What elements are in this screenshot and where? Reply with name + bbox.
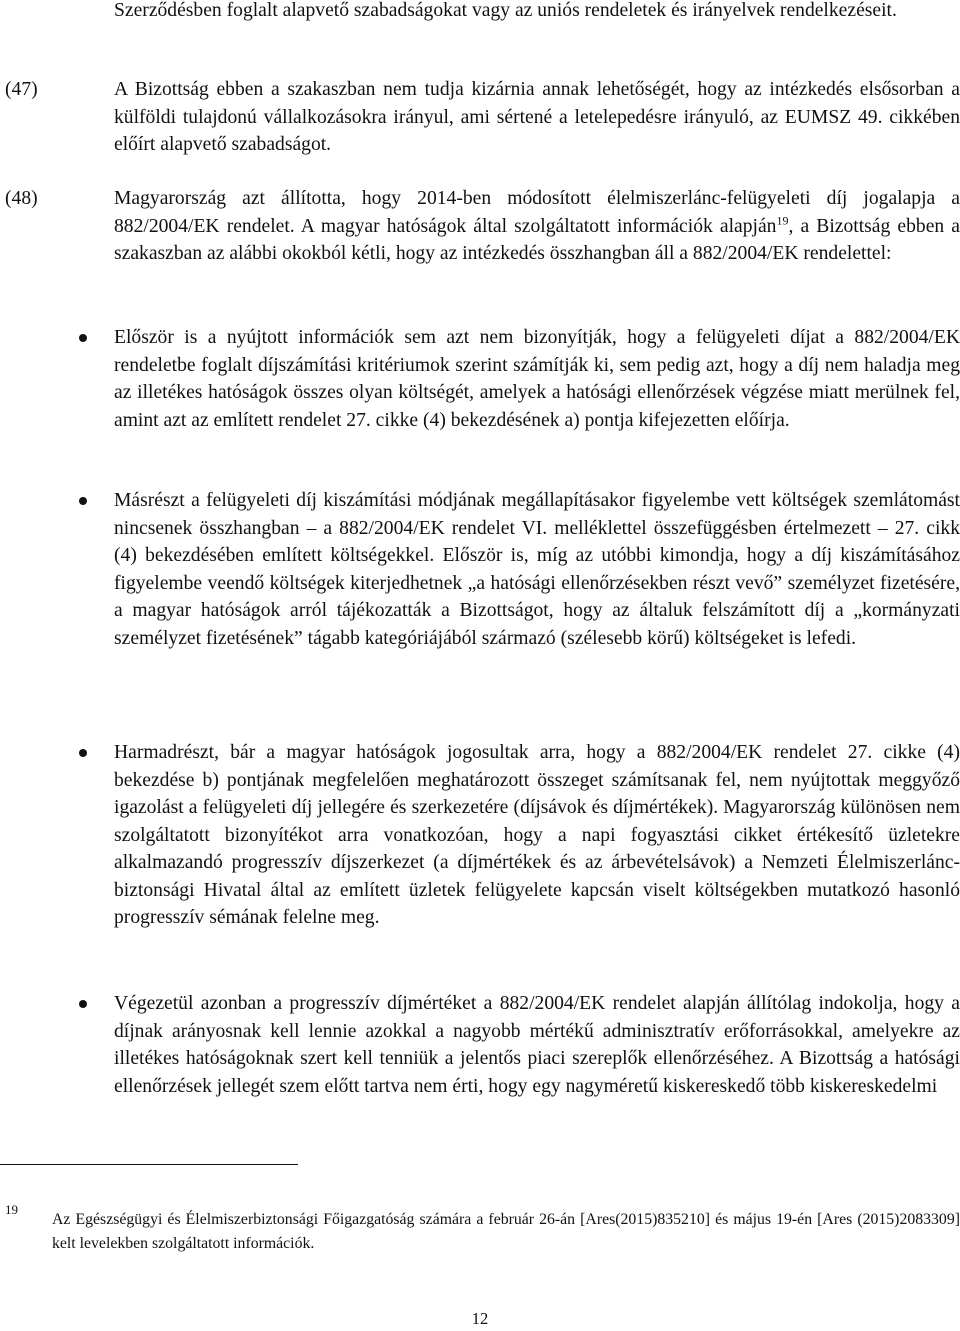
paragraph-48-text-b: , a Bizottság ebben a szakaszban az alábbi okokból kétli, hogy az intézkedés összhangban áll a 882/2004/EK rendelettel: <box>114 215 960 264</box>
page-number: 12 <box>471 1309 489 1328</box>
bullet-item-3: Harmadrészt, bár a magyar hatóságok jogosultak arra, hogy a 882/2004/EK rendelet 27. cikke (4) bekezdése b) pontjának megfelelően meghatározott összeget számítsanak fel, nem nyújtottak meggyőző igazolást a felügyeleti díj jellegére és szerkezetére (díjsávok és díjmértékek). Magyarország különösen nem szolgáltatott bizonyítékot arra vonatkozóan, hogy a napi fogyasztási cikket értékesítő üzletekre alkalmazandó progresszív díjszerkezet (a díjmértékek és az árbevételsávok) a Nemzeti Élelmiszerlánc-biztonsági Hivatal által az említett üzletek felügyelete kapcsán viselt költségekben mutatkozó hasonló progresszív sémának felelne meg. <box>114 742 960 928</box>
paragraph-number-47: (47) <box>5 79 38 100</box>
bullet-marker <box>79 749 87 757</box>
bullet-item-4: Végezetül azonban a progresszív díjmértéket a 882/2004/EK rendelet alapján állítólag indokolja, hogy a díjnak arányosnak kell lennie azokkal a nagyobb mértékű adminisztratív erőforrásokkal, amelyekre az illetékes hatóságoknak szert kell tenniük a jelentős piaci szereplők ellenőrzéséhez. A Bizottság a hatósági ellenőrzések jellegét szem előtt tartva nem érti, hogy egy nagyméretű kiskereskedő több kiskereskedelmi <box>114 993 960 1097</box>
footnote-marker: 19 <box>5 1202 18 1217</box>
bullet-marker <box>79 497 87 505</box>
footnote-text: Az Egészségügyi és Élelmiszerbiztonsági Főigazgatóság számára a február 26-án [Ares(2015)835210] és május 19-én [Ares (2015)2083309] kelt levelekben szolgáltatott információk. <box>52 1211 960 1252</box>
bullet-item-1: Először is a nyújtott információk sem azt nem bizonyítják, hogy a felügyeleti díjat a 882/2004/EK rendeletbe foglalt díjszámítási kritériumok szerint számítják ki, sem pedig azt, hogy a díj nem haladja meg az illetékes hatóságok összes olyan költségét, amelyek a hatósági ellenőrzések végzése miatt merülnek fel, amint azt az említett rendelet 27. cikke (4) bekezdésének a) pontja kifejezetten előírja. <box>114 327 960 431</box>
paragraph-number-48: (48) <box>5 188 38 209</box>
bullet-item-2: Másrészt a felügyeleti díj kiszámítási módjának megállapításakor figyelembe vett költségek szemlátomást nincsenek összhangban – a 882/2004/EK rendelet VI. melléklettel összefüggésben értelmezett – 27. cikk (4) bekezdésében említett költségekkel. Először is, míg az utóbbi kimondja, hogy a díj kiszámításához figyelembe veendő költségek kiterjedhetnek „a hatósági ellenőrzésekben részt vevő” személyzet fizetésére, a magyar hatóságok arról tájékozatták a Bizottságot, hogy az általuk felszámított díj a „kormányzati személyzet fizetésének” tágabb kategóriájából származó (szélesebb körű) költségeket is lefedi. <box>114 490 960 649</box>
footnote-reference: 19 <box>776 212 789 227</box>
footnote-separator <box>0 1164 298 1165</box>
bullet-marker <box>79 1000 87 1008</box>
paragraph-48 <box>114 185 960 268</box>
continuation-paragraph: Szerződésben foglalt alapvető szabadságokat vagy az uniós rendeletek és irányelvek rendelkezéseit. <box>114 0 897 21</box>
bullet-marker <box>79 334 87 342</box>
paragraph-47: A Bizottság ebben a szakaszban nem tudja kizárnia annak lehetőségét, hogy az intézkedés elsősorban a külföldi tulajdonú vállalkozásokra irányul, ami sértené a letelepedésre irányuló, az EUMSZ 49. cikkében előírt alapvető szabadságot. <box>114 79 960 155</box>
paragraph-48-text-a: Magyarország azt állította, hogy 2014-ben módosított élelmiszerlánc-felügyeleti díj jogalapja a 882/2004/EK rendelet. A magyar hatóságok által szolgáltatott információk alapján <box>114 188 960 237</box>
